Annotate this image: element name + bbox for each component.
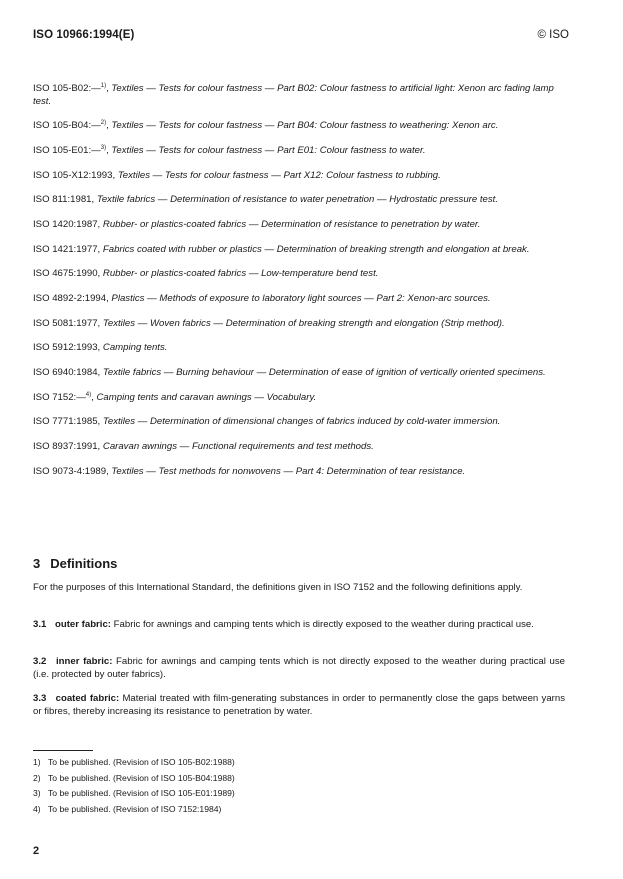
definition-number: 3.3 xyxy=(33,693,47,704)
definition-text: Fabric for awnings and camping tents which is directly exposed to the weather during practical use. xyxy=(113,619,534,630)
normative-references-list xyxy=(33,83,573,491)
section-number: 3 xyxy=(33,556,41,571)
definition-term: inner fabric: xyxy=(55,656,113,667)
reference-item: ISO 9073-4:1989, Textiles — Test methods for nonwovens — Part 4: Determination of tear resistance. xyxy=(33,465,466,477)
footnote: 1) To be published. (Revision of ISO 105-B02:1988) xyxy=(33,757,235,767)
reference-item: ISO 4892-2:1994, Plastics — Methods of exposure to laboratory light sources — Part 2: Xenon-arc sources. xyxy=(33,293,491,304)
reference-item: ISO 105-B04:—$^{2)}$, Textiles — Tests for colour fastness — Part B04: Colour fastness to weathering: Xenon arc. xyxy=(33,120,499,132)
section-title: Definitions xyxy=(50,556,118,571)
reference-item: ISO 105-E01:—$^{3)}$, Textiles — Tests for colour fastness — Part E01: Colour fastness to water. xyxy=(33,144,426,156)
definition-text: Material treated with film-generating substances in order to permanently close the gaps between yarns or fibres, thereby increasing its resistance to penetration by water. xyxy=(33,693,565,717)
reference-item: ISO 5081:1977, Textiles — Woven fabrics — Determination of breaking strength and elongation (Strip method). xyxy=(33,317,505,329)
reference-item: ISO 811:1981, Textile fabrics — Determination of resistance to water penetration — Hydrostatic pressure test. xyxy=(33,194,499,206)
reference-item: ISO 1420:1987, Rubber- or plastics-coated fabrics — Determination of resistance to penetration by water. xyxy=(33,218,481,230)
page-number: 2 xyxy=(33,845,40,857)
reference-item: ISO 5912:1993, Camping tents. xyxy=(33,342,168,354)
reference-item: ISO 8937:1991, Caravan awnings — Functional requirements and test methods. xyxy=(33,441,374,453)
copyright-notice: © ISO xyxy=(537,29,569,41)
document-id: ISO 10966:1994(E) xyxy=(33,29,135,41)
footnote: 4) To be published. (Revision of ISO 7152:1984) xyxy=(33,803,222,814)
reference-item: ISO 7771:1985, Textiles — Determination of dimensional changes of fabrics induced by cold-water immersion. xyxy=(33,416,501,428)
footnote-separator xyxy=(33,750,93,751)
definition-term: coated fabric: xyxy=(55,693,120,704)
reference-item: ISO 6940:1984, Textile fabrics — Burning behaviour — Determination of ease of ignition of vertically oriented specimens. xyxy=(33,367,546,379)
footnote: 3) To be published. (Revision of ISO 105-E01:1989) xyxy=(33,788,235,799)
definition-number: 3.1 xyxy=(33,619,47,630)
definition-term: outer fabric: xyxy=(55,619,111,630)
footnote: 2) To be published. (Revision of ISO 105-B04:1988) xyxy=(33,772,235,783)
section-intro: For the purposes of this International Standard, the definitions given in ISO 7152 and the following definitions apply. xyxy=(33,582,523,593)
footnotes xyxy=(33,757,235,819)
reference-item: ISO 4675:1990, Rubber- or plastics-coated fabrics — Low-temperature bend test. xyxy=(33,268,379,280)
definition-item xyxy=(33,693,565,718)
reference-item: ISO 1421:1977, Fabrics coated with rubber or plastics — Determination of breaking strength and elongation at break. xyxy=(33,243,530,255)
reference-item: ISO 7152:—$^{4)}$, Camping tents and caravan awnings — Vocabulary. xyxy=(33,391,317,403)
reference-item: ISO 105-B02:—$^{1)}$, Textiles — Tests for colour fastness — Part B02: Colour fastness to artificial light: Xenon arc fading lamp test. xyxy=(33,82,554,107)
definition-text: Fabric for awnings and camping tents which is not directly exposed to the weather during practical use (i.e. protected by outer fabrics). xyxy=(33,656,565,680)
definition-item xyxy=(33,619,565,632)
definition-number: 3.2 xyxy=(33,656,47,667)
definition-item xyxy=(33,656,565,681)
section-heading xyxy=(33,556,117,571)
reference-item: ISO 105-X12:1993, Textiles — Tests for colour fastness — Part X12: Colour fastness to rubbing. xyxy=(33,169,441,181)
